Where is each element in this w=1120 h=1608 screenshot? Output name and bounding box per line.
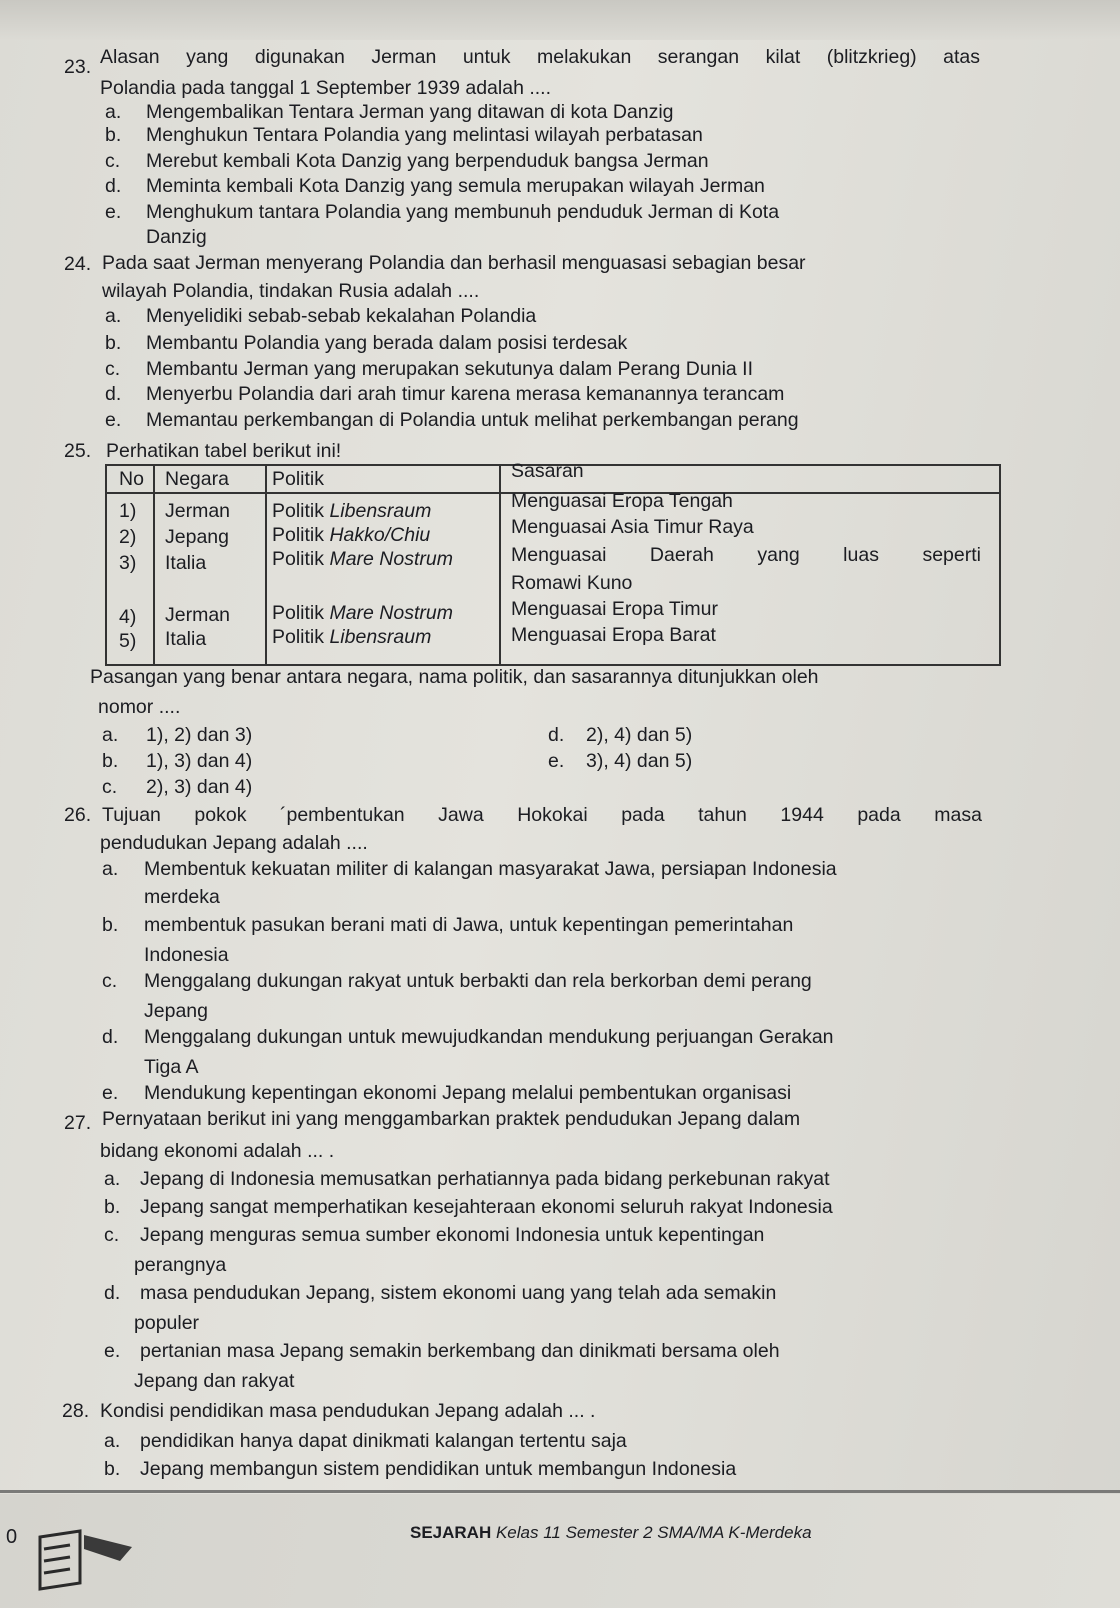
question-number: 25.	[64, 440, 92, 462]
option-text[interactable]: Membantu Jerman yang merupakan sekutunya dalam Perang Dunia II	[146, 358, 754, 380]
word: masa	[934, 804, 982, 826]
option-letter[interactable]: b.	[105, 124, 122, 146]
option-letter[interactable]: a.	[102, 858, 119, 880]
politik-label: Politik	[272, 548, 325, 570]
word: Menguasai	[511, 544, 607, 566]
word: seperti	[922, 544, 981, 566]
option-text[interactable]: 2), 4) dan 5)	[586, 724, 693, 746]
table-cell: 5)	[119, 630, 137, 652]
table-cell: Menguasai Eropa Barat	[511, 624, 716, 646]
word: Tujuan	[102, 804, 161, 826]
word: serangan	[657, 46, 740, 68]
option-text-continued: merdeka	[144, 886, 220, 908]
question-stem-line: bidang ekonomi adalah ... .	[100, 1140, 335, 1162]
option-text[interactable]: Memantau perkembangan di Polandia untuk melihat perkembangan perang	[146, 409, 799, 431]
politik-label: Politik	[272, 602, 325, 624]
option-text[interactable]: Menghukum tantara Polandia yang membunuh penduduk Jerman di Kota	[146, 201, 780, 223]
politik-name: Mare Nostrum	[329, 548, 453, 570]
table-cell	[511, 544, 981, 567]
option-text[interactable]: Jepang membangun sistem pendidikan untuk membangun Indonesia	[140, 1458, 737, 1480]
question-stem-line: Kondisi pendidikan masa pendudukan Jepang adalah ... .	[100, 1400, 596, 1422]
option-text[interactable]: Meminta kembali Kota Danzig yang semula merupakan wilayah Jerman	[146, 175, 765, 197]
table-header: Negara	[165, 468, 229, 490]
word: (blitzkrieg)	[826, 46, 917, 68]
table-header: No	[119, 468, 144, 490]
option-letter[interactable]: d.	[105, 175, 122, 197]
question-number: 23.	[64, 56, 92, 78]
table-divider	[499, 466, 501, 664]
question-stem-line: Pernyataan berikut ini yang menggambarkan praktek pendudukan Jepang dalam	[102, 1108, 801, 1130]
option-letter[interactable]: e.	[102, 1082, 119, 1104]
option-letter[interactable]: c.	[102, 776, 118, 798]
footer-divider	[0, 1490, 1120, 1493]
book-logo-icon	[0, 1527, 140, 1597]
politik-name: Libensraum	[329, 500, 432, 522]
word: ´pembentukan	[279, 804, 405, 826]
option-text-continued: perangnya	[134, 1254, 227, 1276]
word: luas	[843, 544, 879, 566]
option-letter[interactable]: a.	[104, 1168, 121, 1190]
option-text[interactable]: Membantu Polandia yang berada dalam posisi terdesak	[146, 332, 628, 354]
option-letter[interactable]: c.	[104, 1224, 120, 1246]
option-letter[interactable]: e.	[105, 409, 122, 431]
footer-band	[0, 1494, 1120, 1608]
question-text-line: Pasangan yang benar antara negara, nama politik, dan sasarannya ditunjukkan oleh	[90, 666, 819, 688]
option-text[interactable]: Jepang di Indonesia memusatkan perhatiannya pada bidang perkebunan rakyat	[140, 1168, 830, 1190]
option-letter[interactable]: d.	[548, 724, 565, 746]
option-letter[interactable]: c.	[105, 358, 121, 380]
option-text[interactable]: pendidikan hanya dapat dinikmati kalangan tertentu saja	[140, 1430, 627, 1452]
word: Jawa	[438, 804, 484, 826]
option-text[interactable]: Mengembalikan Tentara Jerman yang ditawan di kota Danzig	[146, 101, 674, 123]
table-cell	[272, 548, 453, 571]
option-letter[interactable]: d.	[104, 1282, 121, 1304]
option-letter[interactable]: e.	[548, 750, 565, 772]
option-letter[interactable]: d.	[105, 383, 122, 405]
page-mark: 0	[6, 1526, 18, 1548]
word: pokok	[194, 804, 247, 826]
question-stem-line	[102, 804, 982, 827]
table-cell: Italia	[165, 552, 207, 574]
table-cell: Jerman	[165, 500, 231, 522]
option-text[interactable]: Menggalang dukungan untuk mewujudkandan mendukung perjuangan Gerakan	[144, 1026, 834, 1048]
politik-name: Libensraum	[329, 626, 432, 648]
question-stem-line: Pada saat Jerman menyerang Polandia dan berhasil menguasasi sebagian besar	[102, 252, 806, 274]
option-text[interactable]: 1), 2) dan 3)	[146, 724, 253, 746]
option-letter[interactable]: a.	[104, 1430, 121, 1452]
table-cell: Menguasai Asia Timur Raya	[511, 516, 754, 538]
table-cell: Italia	[165, 628, 207, 650]
option-text[interactable]: membentuk pasukan berani mati di Jawa, untuk kepentingan pemerintahan	[144, 914, 794, 936]
table-cell: 4)	[119, 606, 137, 628]
option-text[interactable]: Jepang menguras semua sumber ekonomi Indonesia untuk kepentingan	[140, 1224, 765, 1246]
politik-label: Politik	[272, 626, 325, 648]
table-header: Sasaran	[511, 460, 584, 482]
option-letter[interactable]: b.	[102, 914, 119, 936]
table-cell: 3)	[119, 552, 137, 574]
option-text[interactable]: Membentuk kekuatan militer di kalangan masyarakat Jawa, persiapan Indonesia	[144, 858, 837, 880]
option-letter[interactable]: c.	[105, 150, 121, 172]
word: Alasan	[100, 46, 160, 68]
option-text[interactable]: Jepang sangat memperhatikan kesejahteraan ekonomi seluruh rakyat Indonesia	[140, 1196, 833, 1218]
question-number: 28.	[62, 1400, 90, 1422]
option-text-continued: Jepang dan rakyat	[134, 1370, 295, 1392]
option-text[interactable]: 1), 3) dan 4)	[146, 750, 253, 772]
word: Hokokai	[517, 804, 588, 826]
option-text-continued: Jepang	[144, 1000, 208, 1022]
footer-course: Kelas 11 Semester 2 SMA/MA K-Merdeka	[491, 1523, 812, 1542]
footer-subject: SEJARAH	[410, 1523, 492, 1542]
option-letter[interactable]: b.	[105, 332, 122, 354]
option-letter[interactable]: b.	[104, 1458, 121, 1480]
table-cell: Menguasai Eropa Tengah	[511, 490, 733, 512]
table-divider	[265, 466, 267, 664]
option-text[interactable]: Mendukung kepentingan ekonomi Jepang melalui pembentukan organisasi	[144, 1082, 792, 1104]
question-stem-line: Perhatikan tabel berikut ini!	[106, 440, 342, 462]
table-cell	[272, 524, 430, 547]
politics-table	[105, 460, 1001, 666]
table-header: Politik	[272, 468, 325, 490]
option-letter[interactable]: c.	[102, 970, 118, 992]
politik-label: Politik	[272, 524, 325, 546]
question-text-line: nomor ....	[98, 696, 181, 718]
option-text[interactable]: pertanian masa Jepang semakin berkembang dan dinikmati bersama oleh	[140, 1340, 780, 1362]
question-stem-line: Polandia pada tanggal 1 September 1939 adalah ....	[100, 77, 552, 99]
option-letter[interactable]: a.	[105, 305, 122, 327]
option-text[interactable]: Merebut kembali Kota Danzig yang berpenduduk bangsa Jerman	[146, 150, 709, 172]
word: yang	[757, 544, 800, 566]
option-letter[interactable]: b.	[102, 750, 119, 772]
word: untuk	[462, 46, 511, 68]
question-stem-line: wilayah Polandia, tindakan Rusia adalah ....	[102, 280, 480, 302]
option-text[interactable]: Menggalang dukungan rakyat untuk berbakti dan rela berkorban demi perang	[144, 970, 812, 992]
word: Jerman	[371, 46, 437, 68]
option-text[interactable]: Menghukun Tentara Polandia yang melintasi wilayah perbatasan	[146, 124, 703, 146]
word: pada	[621, 804, 665, 826]
option-text[interactable]: Menyelidiki sebab-sebab kekalahan Polandia	[146, 305, 537, 327]
politik-name: Mare Nostrum	[329, 602, 453, 624]
option-text-continued: Tiga A	[144, 1056, 199, 1078]
option-letter[interactable]: b.	[104, 1196, 121, 1218]
word: pada	[857, 804, 901, 826]
word: kilat	[765, 46, 801, 68]
option-text-continued: populer	[134, 1312, 200, 1334]
footer-caption	[410, 1523, 812, 1543]
word: tahun	[698, 804, 747, 826]
option-text-continued: Indonesia	[144, 944, 229, 966]
word: digunakan	[254, 46, 345, 68]
table-cell: 2)	[119, 526, 137, 548]
word: 1944	[780, 804, 824, 826]
page-top-shadow	[0, 0, 1120, 40]
word: yang	[186, 46, 229, 68]
politik-label: Politik	[272, 500, 325, 522]
politik-name: Hakko/Chiu	[329, 524, 431, 546]
question-stem-line: pendudukan Jepang adalah ....	[100, 832, 368, 854]
option-text[interactable]: masa pendudukan Jepang, sistem ekonomi uang yang telah ada semakin	[140, 1282, 777, 1304]
option-letter[interactable]: e.	[105, 201, 122, 223]
word: melakukan	[537, 46, 632, 68]
table-cell	[272, 602, 453, 625]
table-cell: Jepang	[165, 526, 229, 548]
option-letter[interactable]: d.	[102, 1026, 119, 1048]
question-stem-line	[100, 46, 980, 69]
table-cell	[272, 626, 431, 649]
table-cell	[272, 500, 431, 523]
option-letter[interactable]: a.	[105, 101, 122, 123]
table-divider	[153, 466, 155, 664]
question-number: 27.	[64, 1112, 92, 1134]
word: atas	[943, 46, 980, 68]
option-text[interactable]: Menyerbu Polandia dari arah timur karena merasa kemanannya terancam	[146, 383, 785, 405]
table-cell: 1)	[119, 500, 137, 522]
word: Daerah	[649, 544, 714, 566]
table-cell: Jerman	[165, 604, 231, 626]
question-number: 24.	[64, 253, 92, 275]
table-cell-continued: Romawi Kuno	[511, 572, 633, 594]
option-text[interactable]: 2), 3) dan 4)	[146, 776, 253, 798]
option-letter[interactable]: a.	[102, 724, 119, 746]
table-cell: Menguasai Eropa Timur	[511, 598, 719, 620]
question-number: 26.	[64, 804, 92, 826]
option-letter[interactable]: e.	[104, 1340, 121, 1362]
option-text[interactable]: 3), 4) dan 5)	[586, 750, 693, 772]
option-text-continued: Danzig	[146, 226, 207, 248]
